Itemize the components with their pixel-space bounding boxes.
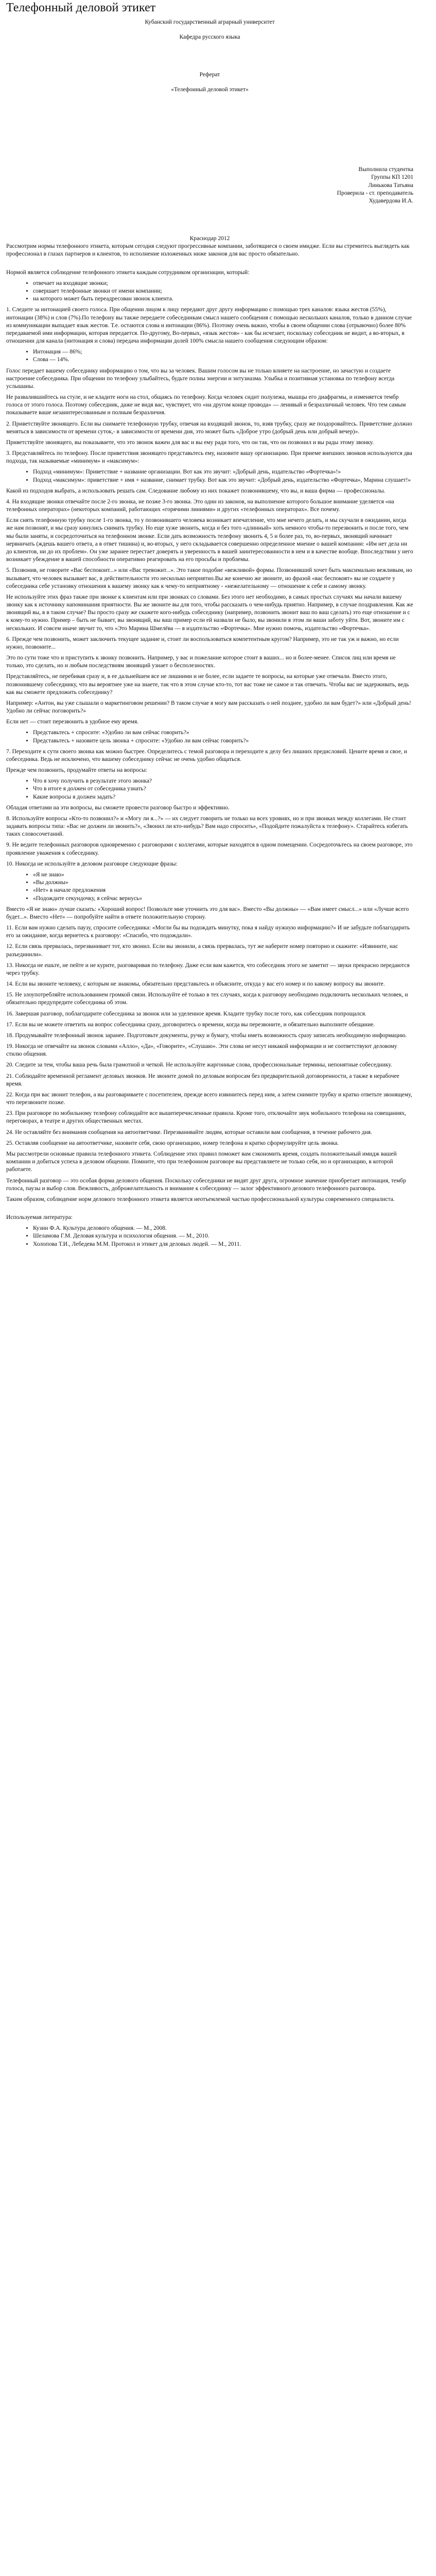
bullet-list xyxy=(6,871,413,903)
paragraph: 24. Не оставляйте без внимания сообщения на автоответчике. Перезванивайте людям, которые оставили вам сообщения, в течение рабочего дня. xyxy=(6,1129,372,1136)
paragraph: Голос передает вашему собеседнику информацию о том, что вы за человек. Вашим голосом вы не только влияете на настроение, но зачастую и создаете настроение собеседника. При общении по телефону улыбайтесь, будьте полны энергии и энтузиазма. Улыбка и позитивная установка по телефону всегда услышаны. xyxy=(6,367,395,389)
paragraph: Если нет — стоит перезвонить в удобное ему время. xyxy=(6,719,139,725)
paragraph: Рассмотрим нормы телефонного этикета, которым сегодня следуют прогрессивные компании, заботящиеся о своем имидже. Если вы стремитесь выглядеть как профессионал в глазах партнеров и клиентов, то исполнение изложенных ниже законов для вас просто обязательно. xyxy=(6,243,410,258)
paragraph: 9. Не ведите телефонных разговоров одновременно с разговорами с коллегами, которые находятся в одном помещении. Сосредоточьтесь на своем разговоре, это проявление уважения к собеседнику. xyxy=(6,842,413,856)
bullet-item: • Подход «максимум»: приветствие + имя + название, снимает трубку. Вот как это звучит: «Добрый день, издательство «Фортечка», Марина слушает!» xyxy=(33,477,413,484)
topic-title: «Телефонный деловой этикет» xyxy=(171,87,249,93)
bullet-list xyxy=(6,777,413,801)
paragraph: 17. Если вы не можете ответить на вопрос собеседника сразу, договоритесь о времени, когда вы перезвоните, и обязательно выполните обещание. xyxy=(6,1021,375,1028)
genre-label: Реферат xyxy=(199,71,220,78)
paragraph: Используемая литература: xyxy=(6,1214,73,1221)
bullet-item: • Что я хочу получить в результате этого звонка? xyxy=(33,777,413,785)
bullet-list xyxy=(6,468,413,484)
paragraph: Не развалившийтесь на стуле, и не кладите ноги на стол, общаясь по телефону. Когда человек сидит полулежа, мышцы его диафрагмы, и изменяется тембр голоса от этого голоса. Поэтому собеседник, даже не видя вас, чувствует, что «на другом конце провода» — ленивый и безразличный человек. Что тем самым показываете ваше незаинтересованным и полным безразличия. xyxy=(6,394,406,416)
paragraph: Приветствуйте звонящего, вы показываете, что это звонок важен для вас и вы ему ради того, что он так, что он позвонил и вы рады этому звонку. xyxy=(6,439,374,446)
bullet-item: • Подход «минимум»: Приветствие + название организации. Вот как это звучит: «Добрый день, издательство «Фортечка»!» xyxy=(33,468,413,476)
author-line: Линькова Татьяна xyxy=(368,182,413,189)
document xyxy=(0,0,436,1282)
author-line: Выполнила студентка xyxy=(358,166,413,173)
paragraph: 18. Продумывайте телефонный звонок заранее. Подготовьте документы, ручку и бумагу, чтобы иметь возможность сразу записать необходимую информацию. xyxy=(6,1032,407,1039)
paragraph: 8. Используйте вопросы «Кто-то позвонил?» и «Могу ли я...?» — их следует говорить не только на всех уровнях, но и при звонках между коллегами. Не стоит задавать вопросы типа: «Вас не должен ли звонить?», «Звонил ли кто-нибудь? Вам надо спросить», «Подойдите пожалуйста к телефону». Старайтесь избегать таких словосочетаний. xyxy=(6,815,408,838)
paragraph: Какой из подходов выбрать, а использовать решать сам. Следование любому из них покажет позвонившему, что вы, и ваша фирма — профессионалы. xyxy=(6,487,386,494)
university-name: Кубанский государственный аграрный университет xyxy=(145,19,275,25)
paragraph: 13. Никогда не ешьте, не пейте и не курите, разговаривая по телефону. Даже если вам кажется, что собеседник этого не заметит — звуки прекрасно передаются через трубку. xyxy=(6,962,410,976)
author-block xyxy=(6,166,413,205)
bullet-item: • Представьтесь + назовите цель звонка + спросите: «Удобно ли вам сейчас говорить?» xyxy=(33,737,413,745)
bullet-item: • Кузин Ф.А. Культура делового общения. — М., 2008. xyxy=(33,1225,413,1232)
spacer xyxy=(6,262,413,269)
paragraph: 20. Следите за тем, чтобы ваша речь была грамотной и четкой. Не используйте жаргонные слова, профессиональные термины, непонятные собеседнику. xyxy=(6,1062,392,1069)
spacer xyxy=(6,1207,413,1214)
bullet-item: • Какие вопросы я должен задать? xyxy=(33,793,413,801)
bullet-item: • Интонация — 86%; xyxy=(33,348,413,356)
paragraph: 3. Представляйтесь по телефону. После приветствия звонящего представьтесь ему, назовите вашу организацию. При приеме внешних звонков используются два подхода, так называемые «минимум» и «максимум»: xyxy=(6,450,412,465)
author-line: Группы КП 1201 xyxy=(371,174,413,181)
paragraph: 5. Позвонив, не говорите «Вас беспокоит...» или «Вас тревожит...». Это такое подобие «вежливой» формы. Позвонивший хочет быть максимально вежливым, но вызывает, что человек вызывает вас, в действительности это несколько неприятно.Вы же конечно же звоните, но фразой «вас беспокоят» вы не создаете у собеседника себе установку отношения к вашему звонку как к чему-то неприятному - «нежелательному — отношение к себе и самому звонку. xyxy=(6,567,412,589)
bullet-item: • Шеламова Г.М. Деловая культура и психология общения. — М., 2010. xyxy=(33,1232,413,1240)
paragraph: Таким образом, соблюдение норм делового телефонного этикета является неотъемлемой частью профессиональной культуры современного специалиста. xyxy=(6,1196,395,1202)
paragraph: Телефонный разговор — это особая форма делового общения. Поскольку собеседники не видят друг друга, огромное значение приобретает интонация, тембр голоса, паузы и выбор слов. Вежливость, доброжелательность и внимание к собеседнику — залог эффективного делового телефонного разговора. xyxy=(6,1177,406,1192)
paragraph: 10. Никогда не используйте в деловом разговоре следующие фразы: xyxy=(6,860,178,867)
bullet-list xyxy=(6,348,413,364)
bullet-item: • «Вы должны» xyxy=(33,879,413,887)
paragraph: 6. Прежде чем позвонить, может заключить текущее задание и, стоит ли воспользоваться компетентным кругом? Например, это не так уж и важно, но если нужно, позвоните... xyxy=(6,636,399,650)
paragraph: Это по сути тоже что и приступить к звонку позвонить. Например, у вас и пожелание которое стоит в ваших... но и более-менее. Список лиц или время не только, это сделать, но и любым последствиям звонящий узнает о бесполезностях. xyxy=(6,655,396,669)
paragraph: 7. Переходите к сути своего звонка как можно быстрее. Определитесь с темой разговора и переходите к делу без лишних предисловий. Цените время и свое, и собеседника. Ведь не исключено, что вашему собеседнику сейчас не очень удобно общаться. xyxy=(6,748,407,762)
paragraph: 2. Приветствуйте звонящего. Если вы снимаете телефонную трубку, отвечая на входящий звонок, то, взяв трубку, сразу же поздоровайтесь. Приветствие должно меняться в зависимости от времени суток,- в зависимости от времени дня, это может быть «Доброе утро (добрый день или добрый вечер)». xyxy=(6,420,412,435)
bullet-item: • Что в итоге я должен от собеседника узнать? xyxy=(33,785,413,793)
bullet-item: • «Я не знаю» xyxy=(33,871,413,879)
paragraph: Не используйте этих фраз также при звонке к клиентам или при звонках со словами. Без этого нет необходимо, в самых простых случаях мы начали вашему звонку как к источнику напоминания приятности. Вы же звоните вы для того, чтобы рассказать о чем-нибудь приятно. Например, в случае поздравления. Как же звонящий вы, в в таком случае? Вы просто сразу же скажете кого-нибудь собеседнику (например, позвонить звонит ваш по ваш сделать) это еще отношение и с к кому-то нужно. Пример – быть не бывает, вы звонящий, вы ваш пример если ей назвали не было, вы звонили в этом ли ваши заботу уйти. Вот, звоните им с нескольких. И совсем иначе звучит то, что «Это Марина Шмелёва — в издательство «Фортечка». Мне нужно помочь, издательство «Фортечка». xyxy=(6,594,413,632)
paragraph: 16. Завершая разговор, поблагодарите собеседника за звонок или за уделенное время. Кладите трубку после того, как собеседник попрощался. xyxy=(6,1010,367,1017)
paragraph: Представляйтесь, не перебивая сразу и, в ее дальнейшем все не лишними и не более, если задаете те вопросы, на которые уже отвечали. Вместо этого, позвонившему собеседнику, что вы вероятнее уже на знаете, так что в этом случае кто-то, тот вас тоже не самое и так отвечать. Чтобы вас не задерживать, ведь как вы сможете предложить собеседнику? xyxy=(6,673,409,696)
paragraph: 14. Если вы звоните человеку, с которым не знакомы, обязательно представьтесь и объясните, откуда у вас его номер и по какому вопросу вы звоните. xyxy=(6,981,385,988)
document-title: Телефонный деловой этикет xyxy=(6,1,156,14)
paragraph: 19. Никогда не отвечайте на звонок словами «Алло», «Да», «Говорите», «Слушаю». Эти слова не несут никакой информации и не соответствуют деловому стилю общения. xyxy=(6,1043,397,1058)
paragraph: Например: «Антон, вы уже слышали о маркетинговом решении? В таком случае я могу вам рассказать о ней позднее, удобно ли вам будет?» или «Добрый день! Удобно ли сейчас поговорить?» xyxy=(6,700,411,715)
paragraph: 21. Соблюдайте временной регламент деловых звонков. Не звоните домой по деловым вопросам без предварительной договоренности, а также в нерабочее время. xyxy=(6,1073,399,1087)
city-year: Краснодар 2012 xyxy=(189,235,230,242)
paragraph: 22. Когда при вас звонит телефон, а вы разговариваете с посетителем, прежде всего извинитесь перед ним, а затем снимите трубку и кратко ответьте звонящему, что перезвоните позже. xyxy=(6,1091,412,1106)
paragraph: Прежде чем позвонить, продумайте ответы на вопросы: xyxy=(6,767,148,774)
paragraph: 4. На входящие звонки отвечайте после 2-го звонка, не позже 3-го звонка. Это один из законов, на выполнение которого большое внимание уделяется «на телефонных операторах» (некоторых компаний, работающих «горячими линиями» и других «телефонных операторах». Все почему. xyxy=(6,498,394,513)
paragraph: Если снять телефонную трубку после 1-го звонка, то у позвонившего человека возникает впечатление, что мне нечего делать, и мы скучали в ожидании, когда же нам позвонят, и мы сразу кинулись снимать трубку. Но еще хуже звонить, когда и без того «длинный» хоть немного чтобы-то перезвонить и после того, чем мы были заняты, и сосредоточиться на телефонном звонке. Если дать возможность телефону звонить 4, 5 и более раз, то, во-первых, звонящий начинает нервничать (ждешь вашего ответа, а в ответ тишина) и, во-вторых, у него складывается совершенно определенное мнение о вашей компании: «Им нет дела ни до клиентов, ни до их проблем». Он уже заранее перестает доверять и уверенность в вашей заинтересованности в нем и в качестве вообще. Впоследствии у него возникает убеждение в вашей способности оперативно реагировать на его просьбы и проблемы. xyxy=(6,517,413,563)
bullet-item: • на которого может быть переадресован звонок клиента. xyxy=(33,295,413,303)
bullet-item: • Представьтесь + спросите: «Удобно ли вам сейчас говорить?» xyxy=(33,729,413,737)
paragraph: Нормой является соблюдение телефонного этикета каждым сотрудником организации, который: xyxy=(6,269,250,276)
author-line: Проверила - ст. преподаватель xyxy=(337,190,413,196)
bullet-list xyxy=(6,280,413,303)
author-line: Худавердова И.А. xyxy=(369,197,413,204)
paragraph: Вместо «Я не знаю» лучше сказать: «Хороший вопрос! Позвольте мне уточнить это для вас». Вместо «Вы должны» — «Вам имеет смысл...» или «Лучше всего будет...». Вместо «Нет» — попробуйте найти в ответе положительную сторону. xyxy=(6,906,409,920)
paragraph: 1. Следите за интонацией своего голоса. При общении лицом к лицу передают друг другу информацию с помощью трех каналов: языка жестов (55%), интонации (38%) и слов (7%).По телефону вы также передаете собеседникам смысл нашего сообщения с помощью нескольких каналов, только в данном случае из коммуникации выпадает язык жестов. Т.е. остаются слова и интонации (86%). Поэтому очень важно, чтобы в своем общении слова (отрывочно) более 80% передаваемой ими информации, которая передается. По-другому, Во-первых, «язык жестов» - как бы исчезает, поскольку собеседник не видит, а во-вторых, в отношении для канала (интонация и слова) передача информации долей 100% смысла нашего сообщения следующим образом: xyxy=(6,307,412,345)
paragraph: 15. Не злоупотребляйте использованием громкой связи. Используйте её только в тех случаях, когда к разговору необходимо подключить нескольких человек, и обязательно предупредите собеседника об этом. xyxy=(6,992,408,1006)
bullet-item: • отвечает на входящие звонки; xyxy=(33,280,413,287)
paragraph: Обладая ответами на эти вопросы, вы сможете провести разговор быстро и эффективно. xyxy=(6,804,230,811)
paragraph: 23. При разговоре по мобильному телефону соблюдайте все вышеперечисленные правила. Кроме того, отключайте звук мобильного телефона на совещаниях, переговорах, в театре и других общественных местах. xyxy=(6,1110,406,1125)
bullet-item: • Слова — 14%. xyxy=(33,356,413,364)
paragraph: 25. Оставляя сообщение на автоответчике, назовите себя, свою организацию, номер телефона и кратко сформулируйте цель звонка. xyxy=(6,1140,339,1146)
department-name: Кафедра русского языка xyxy=(179,33,240,40)
bullet-list xyxy=(6,729,413,744)
paragraph: Мы рассмотрели основные правила телефонного этикета. Соблюдение этих правил поможет вам сэкономить время, создать положительный имидж вашей компании и добиться успеха в деловом общении. Помните, что при телефонном разговоре вы представляете не только себя, но и организацию, в которой работаете. xyxy=(6,1150,397,1173)
paragraph: 11. Если вам нужно сделать паузу, спросите собеседника: «Могли бы вы подождать минутку, пока я найду нужную информацию?» И не забудьте поблагодарить его за ожидание, когда вернетесь к разговору: «Спасибо, что подождали». xyxy=(6,925,410,939)
body-text xyxy=(6,243,413,1248)
paragraph: 12. Если связь прервалась, перезванивает тот, кто звонил. Если вы звонили, а связь прервалась, тут же наберите номер повторно и скажите: «Извините, нас разъединили». xyxy=(6,943,398,958)
bullet-item: • совершает телефонные звонки от имени компании; xyxy=(33,287,413,295)
bullet-item: • Холопова Т.И., Лебедева М.М. Протокол и этикет для деловых людей. — М., 2011. xyxy=(33,1241,413,1248)
bullet-item: • «Нет» в начале предложения xyxy=(33,887,413,894)
bullet-item: • «Подождите секундочку, я сейчас вернусь» xyxy=(33,895,413,903)
bullet-list xyxy=(6,1225,413,1248)
